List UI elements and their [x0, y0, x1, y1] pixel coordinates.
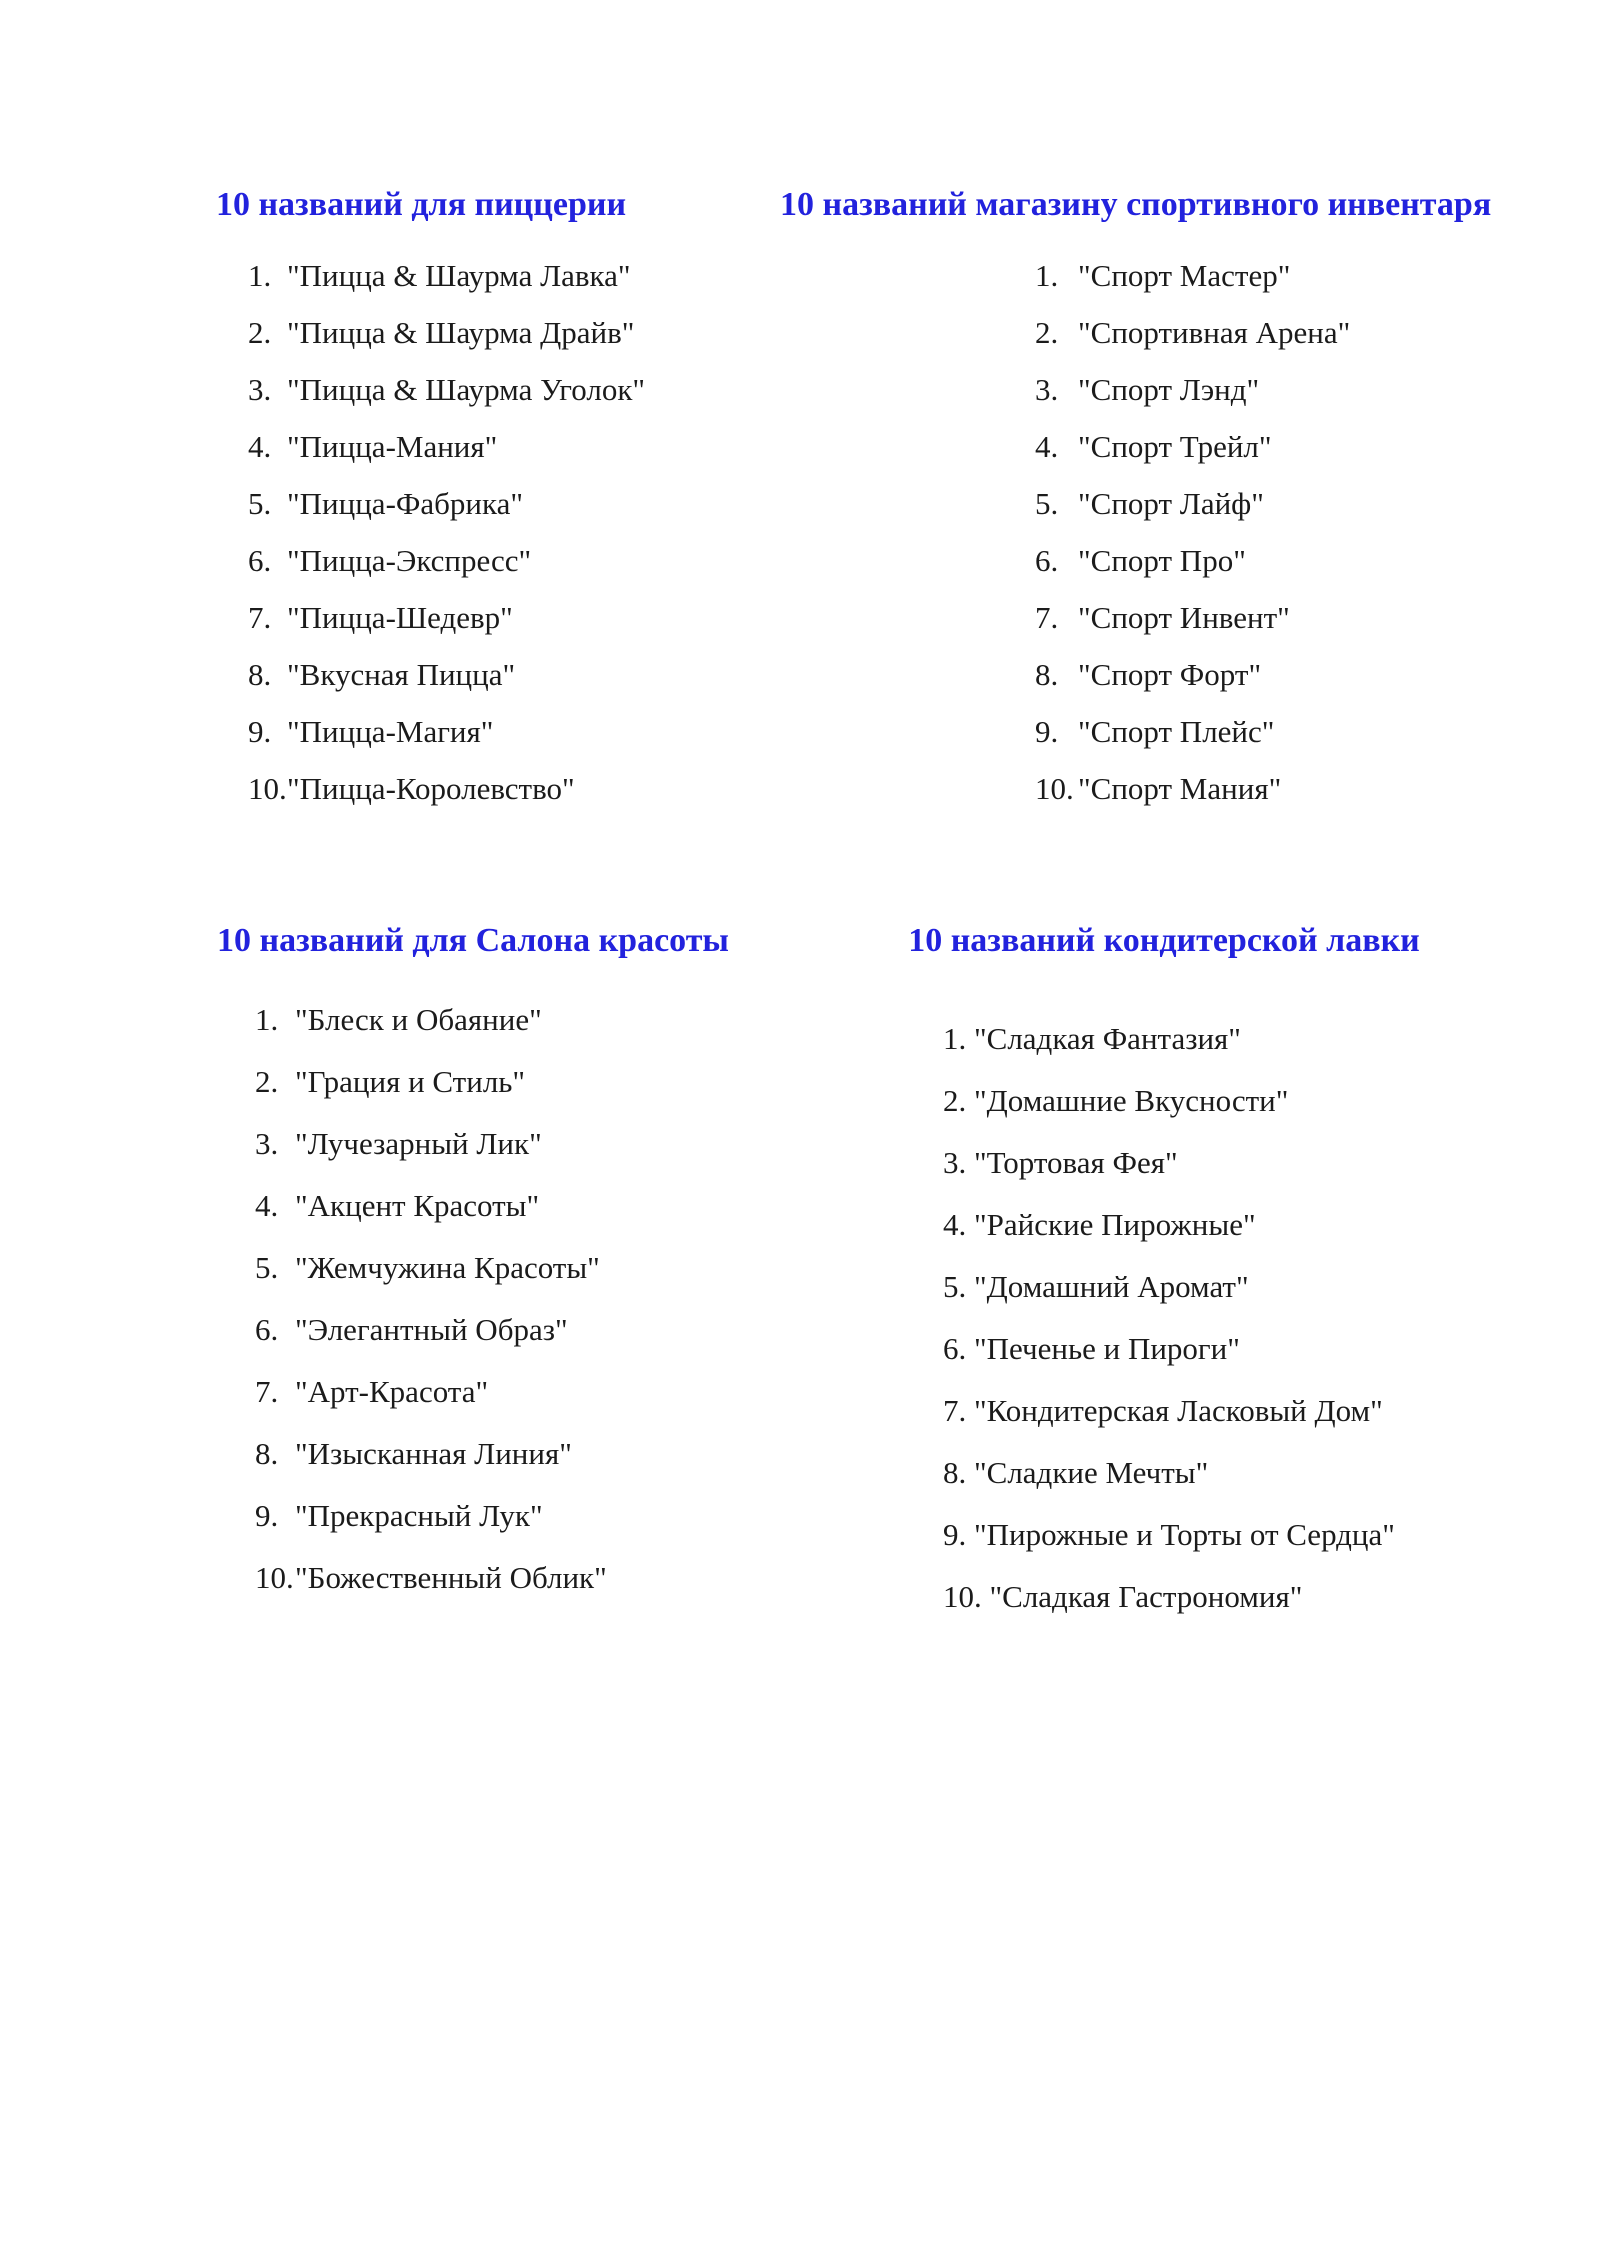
name-list-beauty-salon	[255, 989, 607, 1609]
item-number: 10.	[943, 1579, 982, 1614]
item-number: 7.	[248, 600, 272, 635]
item-number: 6.	[248, 543, 272, 578]
item-name: "Спорт Трейл"	[1078, 429, 1272, 464]
item-name: "Пицца-Королевство"	[287, 771, 575, 806]
item-number: 3.	[943, 1145, 967, 1180]
item-name: "Кондитерская Ласковый Дом"	[974, 1393, 1383, 1428]
item-name: "Спорт Форт"	[1078, 657, 1262, 692]
list-item	[1035, 703, 1350, 760]
list-item	[1035, 532, 1350, 589]
name-list-confectionery	[943, 1008, 1395, 1628]
item-number: 3.	[255, 1126, 279, 1161]
item-number: 4.	[943, 1207, 967, 1242]
item-number: 1.	[248, 258, 272, 293]
item-number: 6.	[943, 1331, 967, 1366]
item-number: 7.	[943, 1393, 967, 1428]
list-item	[943, 1070, 1395, 1132]
list-item	[255, 1299, 607, 1361]
list-item	[943, 1318, 1395, 1380]
item-name: "Элегантный Образ"	[295, 1312, 568, 1347]
item-number: 9.	[943, 1517, 967, 1552]
item-name: "Пицца-Экспресс"	[287, 543, 532, 578]
item-name: "Арт-Красота"	[295, 1374, 489, 1409]
list-item	[255, 989, 607, 1051]
item-name: "Блеск и Обаяние"	[295, 1002, 542, 1037]
item-name: "Прекрасный Лук"	[295, 1498, 543, 1533]
item-name: "Пицца & Шаурма Уголок"	[287, 372, 646, 407]
item-name: "Божественный Облик"	[295, 1560, 607, 1595]
list-item	[248, 646, 645, 703]
list-item	[255, 1361, 607, 1423]
list-item	[248, 760, 645, 817]
item-number: 10.	[255, 1560, 294, 1595]
item-number: 5.	[943, 1269, 967, 1304]
item-name: "Печенье и Пироги"	[974, 1331, 1240, 1366]
item-number: 7.	[1035, 600, 1059, 635]
list-item	[1035, 418, 1350, 475]
section-title-sport-store: 10 названий магазину спортивного инвентаря	[780, 186, 1492, 223]
list-item	[943, 1566, 1395, 1628]
item-name: "Пицца & Шаурма Драйв"	[287, 315, 635, 350]
item-number: 2.	[943, 1083, 967, 1118]
name-list-sport-store	[1035, 247, 1350, 817]
item-name: "Пицца-Фабрика"	[287, 486, 524, 521]
item-name: "Сладкая Гастрономия"	[989, 1579, 1303, 1614]
item-number: 9.	[248, 714, 272, 749]
item-number: 4.	[248, 429, 272, 464]
item-number: 5.	[248, 486, 272, 521]
item-name: "Пицца-Магия"	[287, 714, 494, 749]
list-item	[1035, 589, 1350, 646]
list-item	[255, 1423, 607, 1485]
item-number: 2.	[248, 315, 272, 350]
list-item	[1035, 247, 1350, 304]
item-number: 8.	[255, 1436, 279, 1471]
item-name: "Сладкие Мечты"	[974, 1455, 1209, 1490]
item-name: "Лучезарный Лик"	[295, 1126, 542, 1161]
item-name: "Спорт Мания"	[1078, 771, 1282, 806]
item-number: 10.	[248, 771, 287, 806]
list-item	[1035, 475, 1350, 532]
list-item	[943, 1504, 1395, 1566]
item-name: "Изысканная Линия"	[295, 1436, 572, 1471]
item-name: "Пицца & Шаурма Лавка"	[287, 258, 631, 293]
item-name: "Спорт Плейс"	[1078, 714, 1275, 749]
list-item	[255, 1547, 607, 1609]
list-item	[255, 1051, 607, 1113]
item-number: 1.	[255, 1002, 279, 1037]
list-item	[1035, 760, 1350, 817]
section-title-beauty-salon: 10 названий для Салона красоты	[217, 922, 729, 959]
item-number: 1.	[943, 1021, 967, 1056]
item-name: "Грация и Стиль"	[295, 1064, 526, 1099]
list-item	[943, 1008, 1395, 1070]
list-item	[248, 589, 645, 646]
list-item	[248, 703, 645, 760]
item-name: "Сладкая Фантазия"	[974, 1021, 1241, 1056]
item-number: 9.	[255, 1498, 279, 1533]
item-number: 2.	[1035, 315, 1059, 350]
item-name: "Пицца-Шедевр"	[287, 600, 513, 635]
item-name: "Пицца-Мания"	[287, 429, 498, 464]
item-number: 10.	[1035, 771, 1074, 806]
item-number: 5.	[255, 1250, 279, 1285]
item-number: 1.	[1035, 258, 1059, 293]
item-number: 4.	[255, 1188, 279, 1223]
item-name: "Спорт Лэнд"	[1078, 372, 1260, 407]
list-item	[943, 1442, 1395, 1504]
list-item	[943, 1194, 1395, 1256]
item-number: 6.	[255, 1312, 279, 1347]
list-item	[248, 532, 645, 589]
list-item	[255, 1485, 607, 1547]
item-number: 8.	[248, 657, 272, 692]
item-number: 9.	[1035, 714, 1059, 749]
list-item	[943, 1256, 1395, 1318]
item-name: "Спорт Лайф"	[1078, 486, 1264, 521]
item-name: "Райские Пирожные"	[974, 1207, 1256, 1242]
list-item	[255, 1237, 607, 1299]
item-number: 2.	[255, 1064, 279, 1099]
list-item	[1035, 646, 1350, 703]
list-item	[248, 247, 645, 304]
item-name: "Жемчужина Красоты"	[295, 1250, 600, 1285]
item-name: "Тортовая Фея"	[974, 1145, 1178, 1180]
list-item	[248, 418, 645, 475]
item-number: 6.	[1035, 543, 1059, 578]
list-item	[255, 1175, 607, 1237]
item-number: 3.	[1035, 372, 1059, 407]
list-item	[943, 1132, 1395, 1194]
list-item	[943, 1380, 1395, 1442]
item-number: 8.	[943, 1455, 967, 1490]
list-item	[248, 304, 645, 361]
item-name: "Домашний Аромат"	[974, 1269, 1249, 1304]
item-name: "Спортивная Арена"	[1078, 315, 1351, 350]
list-item	[248, 475, 645, 532]
item-name: "Спорт Про"	[1078, 543, 1246, 578]
list-item	[1035, 304, 1350, 361]
section-title-confectionery: 10 названий кондитерской лавки	[908, 922, 1420, 959]
item-name: "Акцент Красоты"	[295, 1188, 540, 1223]
list-item	[248, 361, 645, 418]
section-title-pizzeria: 10 названий для пиццерии	[215, 186, 627, 223]
item-number: 5.	[1035, 486, 1059, 521]
item-name: "Домашние Вкусности"	[974, 1083, 1289, 1118]
name-list-pizzeria	[248, 247, 645, 817]
list-item	[1035, 361, 1350, 418]
item-number: 4.	[1035, 429, 1059, 464]
item-number: 8.	[1035, 657, 1059, 692]
item-number: 3.	[248, 372, 272, 407]
list-item	[255, 1113, 607, 1175]
item-name: "Спорт Инвент"	[1078, 600, 1290, 635]
item-name: "Вкусная Пицца"	[287, 657, 516, 692]
item-name: "Пирожные и Торты от Сердца"	[974, 1517, 1395, 1552]
item-number: 7.	[255, 1374, 279, 1409]
item-name: "Спорт Мастер"	[1078, 258, 1291, 293]
